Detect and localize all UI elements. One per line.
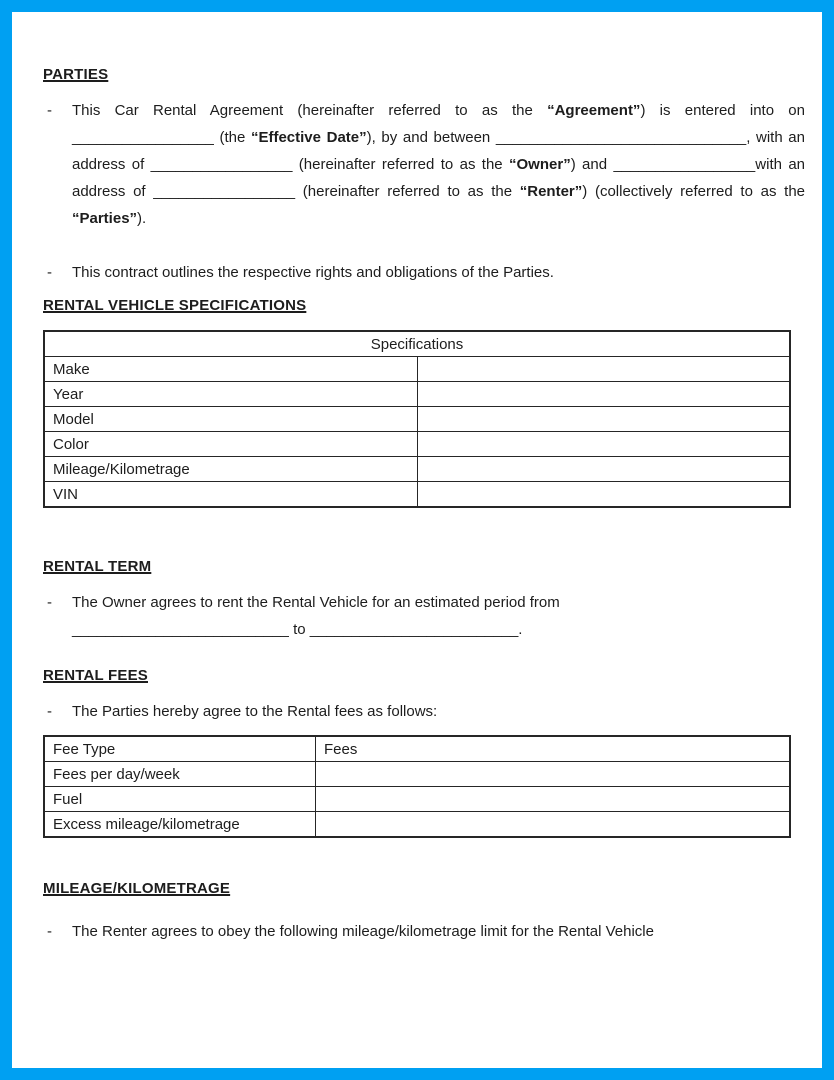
spec-value-model [417, 407, 790, 432]
bullet-text [72, 259, 805, 286]
text-segment: , with an address of [72, 129, 805, 173]
text-segment: with an address of [72, 156, 805, 200]
defined-term: “Agreement” [547, 102, 641, 119]
section-heading-rental-term: RENTAL TERM [43, 558, 152, 575]
document-page [12, 12, 822, 1068]
defined-term: “Effective Date” [250, 129, 367, 146]
bullet-dash: - [47, 594, 52, 611]
section-heading-vehicle-specifications: RENTAL VEHICLE SPECIFICATIONS [43, 297, 307, 314]
text-segment: _________________ [72, 129, 214, 146]
mileage-paragraph: The Renter agrees to obey the following mileage/kilometrage limit for the Rental Vehicle [72, 923, 654, 940]
bullet-item-parties-intro [47, 97, 805, 232]
fee-label-fuel: Fuel [44, 787, 316, 812]
bullet-item-rental-term [47, 589, 805, 643]
table-row-vin [44, 482, 790, 508]
table-row-make [44, 357, 790, 382]
text-segment: _________________ [150, 156, 293, 173]
fees-table [43, 735, 791, 838]
table-row-mileage [44, 457, 790, 482]
spec-value-mileage [417, 457, 790, 482]
text-segment: (hereinafter referred to as the [295, 183, 520, 200]
fee-label-per-day-week: Fees per day/week [44, 762, 316, 787]
table-row-color [44, 432, 790, 457]
bullet-text [72, 698, 805, 725]
rental-term-blank-line: __________________________ to _________________________. [72, 621, 523, 638]
text-segment: ) (collectively referred to as the [582, 183, 806, 200]
spec-value-vin [417, 482, 790, 508]
spec-label-color: Color [44, 432, 417, 457]
bullet-dash: - [47, 923, 52, 940]
parties-intro-paragraph [72, 97, 805, 232]
text-segment: ) and [570, 156, 614, 173]
spec-value-color [417, 432, 790, 457]
specifications-table [43, 330, 791, 508]
bullet-item-parties-outline [47, 259, 805, 286]
spec-label-make: Make [44, 357, 417, 382]
fees-table-header-row [44, 736, 790, 762]
section-heading-rental-fees: RENTAL FEES [43, 667, 148, 684]
fee-value-excess-mileage [316, 812, 791, 838]
bullet-text [72, 589, 805, 643]
bullet-text [72, 97, 805, 232]
defined-term: “Parties” [72, 210, 138, 227]
fees-col2-header: Fees [316, 736, 791, 762]
text-segment: ) is entered into on [640, 102, 805, 119]
spec-label-vin: VIN [44, 482, 417, 508]
text-segment: This Car Rental Agreement (hereinafter referred to as the [72, 102, 548, 119]
bullet-item-rental-fees [47, 698, 805, 725]
text-segment: _________________ [153, 183, 296, 200]
parties-outline-paragraph: This contract outlines the respective rights and obligations of the Parties. [72, 264, 554, 281]
fees-col1-header: Fee Type [44, 736, 316, 762]
table-row-year [44, 382, 790, 407]
text-segment: ), by and between [366, 129, 496, 146]
text-segment: ______________________________ [495, 129, 747, 146]
spec-label-year: Year [44, 382, 417, 407]
text-segment: ). [137, 210, 147, 227]
rental-term-line1: The Owner agrees to rent the Rental Vehicle for an estimated period from [72, 594, 560, 611]
spec-value-make [417, 357, 790, 382]
spec-label-mileage: Mileage/Kilometrage [44, 457, 417, 482]
fee-value-fuel [316, 787, 791, 812]
bullet-item-mileage [47, 918, 805, 945]
specifications-table-title: Specifications [44, 331, 790, 357]
defined-term: “Renter” [519, 183, 583, 200]
fee-label-excess-mileage: Excess mileage/kilometrage [44, 812, 316, 838]
table-row-excess-mileage [44, 812, 790, 838]
text-segment: (the [213, 129, 251, 146]
spec-label-model: Model [44, 407, 417, 432]
table-row-fees-per-day [44, 762, 790, 787]
spec-value-year [417, 382, 790, 407]
fee-value-per-day-week [316, 762, 791, 787]
bullet-dash: - [47, 264, 52, 281]
bullet-text [72, 918, 805, 945]
table-row-fuel [44, 787, 790, 812]
specifications-table-header-row [44, 331, 790, 357]
rental-fees-paragraph: The Parties hereby agree to the Rental fees as follows: [72, 703, 438, 720]
section-heading-parties: PARTIES [43, 66, 109, 83]
section-heading-mileage: MILEAGE/KILOMETRAGE [43, 880, 231, 897]
bullet-dash: - [47, 102, 52, 119]
bullet-dash: - [47, 703, 52, 720]
text-segment: (hereinafter referred to as the [292, 156, 510, 173]
table-row-model [44, 407, 790, 432]
defined-term: “Owner” [509, 156, 571, 173]
text-segment: _________________ [613, 156, 756, 173]
